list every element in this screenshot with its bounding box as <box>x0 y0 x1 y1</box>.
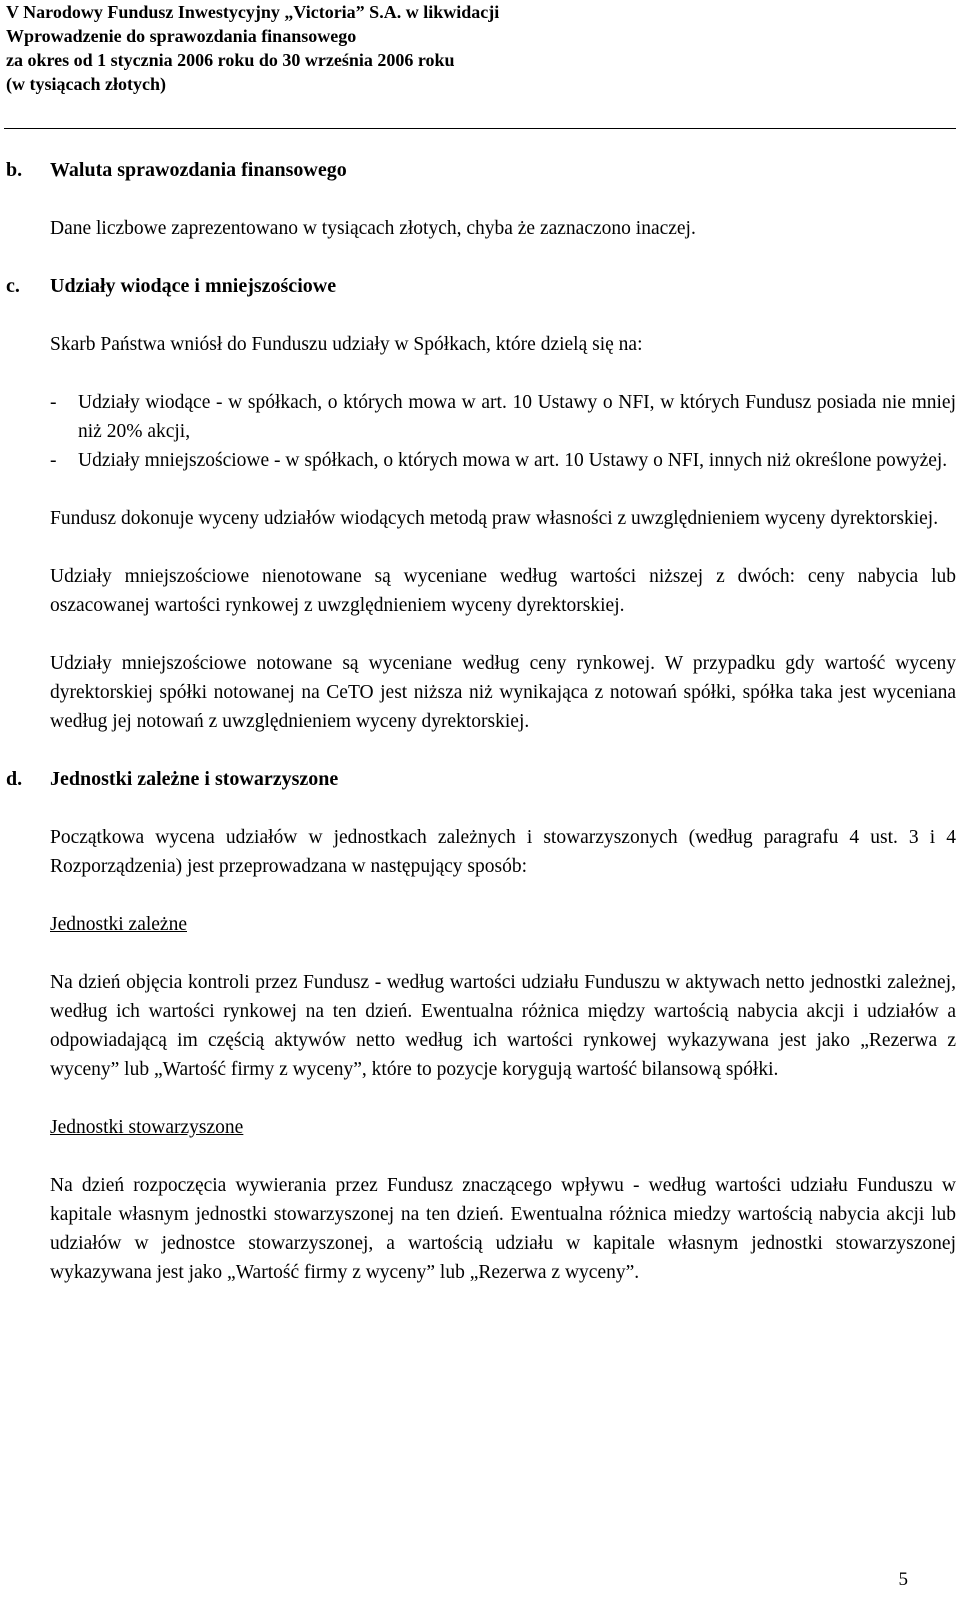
section-d-letter: d. <box>6 768 23 790</box>
header-divider <box>4 128 956 129</box>
list-item <box>50 388 956 446</box>
section-c-paragraph-2: Fundusz dokonuje wyceny udziałów wiodących metodą praw własności z uwzględnieniem wyceny dyrektorskiej. <box>50 508 939 529</box>
section-b-paragraph: Dane liczbowe zaprezentowano w tysiącach złotych, chyba że zaznaczono inaczej. <box>50 218 696 239</box>
section-c-intro: Skarb Państwa wniósł do Funduszu udziały w Spółkach, które dzielą się na: <box>50 334 643 355</box>
section-d-intro: Początkowa wycena udziałów w jednostkach zależnych i stowarzyszonych (według paragrafu 4 ust. 3 i 4 Rozporządzenia) jest przeprowadzana w następujący sposób: <box>50 827 956 877</box>
list-item-text: Udziały mniejszościowe - w spółkach, o których mowa w art. 10 Ustawy o NFI, innych niż określone powyżej. <box>78 450 948 471</box>
list-dash: - <box>50 392 57 413</box>
header-report-title: Wprowadzenie do sprawozdania finansowego <box>6 26 357 46</box>
section-d-title: Jednostki zależne i stowarzyszone <box>50 768 339 790</box>
section-c-heading <box>6 272 956 301</box>
header-period: za okres od 1 stycznia 2006 roku do 30 września 2006 roku <box>6 50 455 70</box>
subsidiaries-heading: Jednostki zależne <box>50 914 187 935</box>
section-b-title: Waluta sprawozdania finansowego <box>50 159 347 181</box>
document-body <box>6 156 956 1287</box>
page-number: 5 <box>898 1569 908 1590</box>
list-item <box>50 446 956 475</box>
section-b-letter: b. <box>6 159 23 181</box>
section-c-letter: c. <box>6 275 20 297</box>
section-c-title: Udziały wiodące i mniejszościowe <box>50 275 337 297</box>
associates-paragraph: Na dzień rozpoczęcia wywierania przez Fundusz znaczącego wpływu - według wartości udziału Funduszu w kapitale własnym jednostki stowarzyszonej na ten dzień. Ewentualna różnica miedzy wartością nabycia akcji lub udziałów w jednostce stowarzyszonej, a wartością udziału w kapitale własnym jednostki stowarzyszonej wykazywana jest jako „Wartość firmy z wyceny” lub „Rezerwa z wyceny”. <box>50 1175 956 1283</box>
associates-heading: Jednostki stowarzyszone <box>50 1117 244 1138</box>
list-dash: - <box>50 450 57 471</box>
section-c-paragraph-3: Udziały mniejszościowe nienotowane są wyceniane według wartości niższej z dwóch: ceny nabycia lub oszacowanej wartości rynkowej z uwzględnieniem wyceny dyrektorskiej. <box>50 566 956 616</box>
list-item-text: Udziały wiodące - w spółkach, o których mowa w art. 10 Ustawy o NFI, w których Fundusz posiada nie mniej niż 20% akcji, <box>78 392 956 442</box>
subsidiaries-paragraph: Na dzień objęcia kontroli przez Fundusz - według wartości udziału Funduszu w aktywach netto jednostki zależnej, według ich wartości rynkowej na ten dzień. Ewentualna różnica między wartością nabycia akcji i udziałów a odpowiadającą im częścią aktywów netto według ich wartości rynkowej wykazywana jest jako „Rezerwa z wyceny” lub „Wartość firmy z wyceny”, które to pozycje korygują wartość bilansową spółki. <box>50 972 956 1080</box>
section-d-heading <box>6 765 956 794</box>
section-c-paragraph-4: Udziały mniejszościowe notowane są wyceniane według ceny rynkowej. W przypadku gdy wartość wyceny dyrektorskiej spółki notowanej na CeTO jest niższa niż wynikająca z notowań spółki, spółka taka jest wyceniana według jej notowań z uwzględnieniem wyceny dyrektorskiej. <box>50 653 956 732</box>
section-b-heading <box>6 156 956 185</box>
document-header <box>6 0 499 96</box>
share-type-list <box>50 388 956 475</box>
header-company: V Narodowy Fundusz Inwestycyjny „Victoria” S.A. w likwidacji <box>6 2 500 22</box>
header-units: (w tysiącach złotych) <box>6 74 166 94</box>
